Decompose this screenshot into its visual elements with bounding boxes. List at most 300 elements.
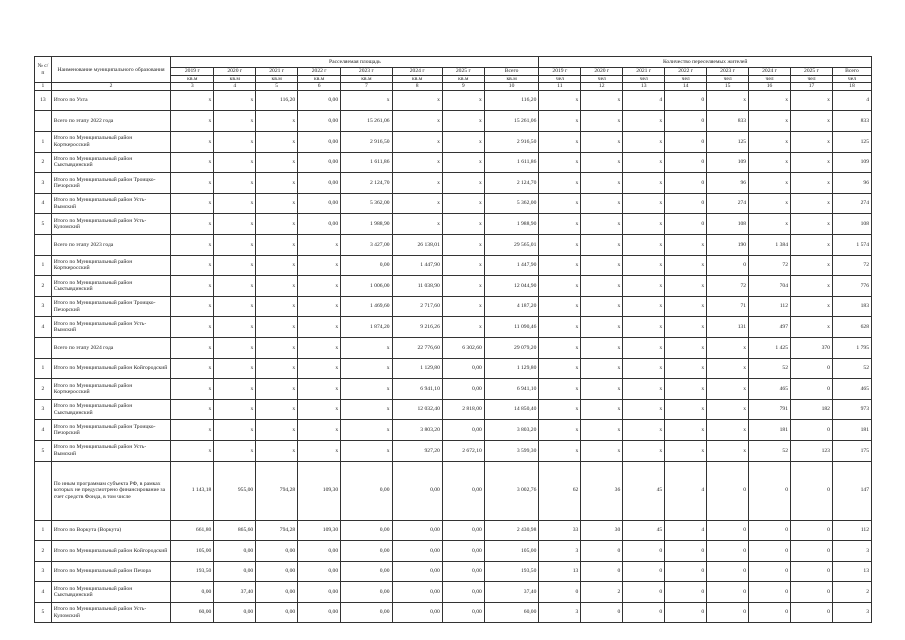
area-cell: 0,00	[442, 520, 484, 541]
header-column-number: 5	[256, 83, 298, 90]
people-cell: x	[791, 193, 833, 214]
area-cell: 0,00	[392, 461, 442, 520]
people-cell: 0	[665, 214, 707, 235]
area-cell: x	[256, 132, 298, 153]
area-cell: 0,00	[341, 602, 392, 623]
header-people-year: Всего	[832, 68, 871, 76]
header-column-number: 16	[749, 83, 791, 90]
area-cell: x	[256, 337, 298, 358]
area-cell: x	[442, 152, 484, 173]
people-cell: x	[791, 90, 833, 111]
table-body	[35, 90, 872, 623]
area-cell: 1 143,18	[171, 461, 214, 520]
header-column-number: 14	[665, 83, 707, 90]
row-number: 1	[35, 520, 52, 541]
area-cell: 1 988,90	[484, 214, 539, 235]
header-column-number: 4	[214, 83, 256, 90]
header-area-year: 2023 г	[341, 68, 392, 76]
table-row	[35, 440, 872, 461]
area-cell: 1 611,86	[341, 152, 392, 173]
people-cell: 0	[581, 561, 623, 582]
table-row	[35, 132, 872, 153]
people-cell: 3	[539, 602, 581, 623]
people-cell: x	[623, 420, 665, 441]
area-cell: x	[341, 90, 392, 111]
people-cell: x	[623, 193, 665, 214]
people-cell: x	[791, 255, 833, 276]
row-name: Всего по этапу 2023 года	[51, 234, 171, 255]
people-cell: 0	[665, 173, 707, 194]
area-cell: 2 124,70	[341, 173, 392, 194]
people-cell: 4	[623, 90, 665, 111]
area-cell: 2 717,60	[392, 296, 442, 317]
people-cell: x	[791, 214, 833, 235]
area-cell: x	[171, 111, 214, 132]
area-cell: 105,00	[171, 541, 214, 562]
area-cell: x	[442, 90, 484, 111]
area-cell: 193,50	[171, 561, 214, 582]
row-number	[35, 234, 52, 255]
row-number: 13	[35, 90, 52, 111]
people-cell: 0	[623, 582, 665, 603]
area-cell: 193,50	[484, 561, 539, 582]
row-name: Итого по Муниципальный район Усть-Вымский	[51, 440, 171, 461]
area-cell: x	[341, 379, 392, 400]
header-column-number: 10	[484, 83, 539, 90]
people-cell: 4	[665, 461, 707, 520]
area-cell: x	[214, 193, 256, 214]
area-cell: 0,00	[341, 461, 392, 520]
area-cell: 1 447,90	[392, 255, 442, 276]
header-name: Наименование муниципального образования	[51, 57, 171, 83]
table-row	[35, 296, 872, 317]
area-cell: x	[214, 358, 256, 379]
area-cell: 0,00	[341, 541, 392, 562]
area-cell: 0,00	[298, 173, 341, 194]
people-cell: x	[539, 90, 581, 111]
people-cell: 0	[791, 420, 833, 441]
people-cell: 3	[539, 541, 581, 562]
area-cell: 4 187,20	[484, 296, 539, 317]
table-row	[35, 561, 872, 582]
header-people-unit: чел	[749, 76, 791, 83]
row-number: 4	[35, 582, 52, 603]
header-people-group: Количество переселяемых жителей	[539, 57, 872, 68]
people-cell: 109	[707, 152, 749, 173]
people-cell: 33	[539, 520, 581, 541]
row-number: 4	[35, 193, 52, 214]
people-cell: 123	[791, 440, 833, 461]
people-cell: x	[665, 379, 707, 400]
people-cell: x	[623, 234, 665, 255]
row-name: Итого по Ухта	[51, 90, 171, 111]
area-cell: 0,00	[298, 602, 341, 623]
people-cell: 0	[539, 582, 581, 603]
area-cell: x	[171, 317, 214, 338]
area-cell: x	[442, 296, 484, 317]
area-cell: x	[171, 440, 214, 461]
people-cell: 112	[832, 520, 871, 541]
people-cell: x	[665, 317, 707, 338]
people-cell: x	[707, 420, 749, 441]
people-cell: 1 574	[832, 234, 871, 255]
row-name: Итого по Воркута (Воркута)	[51, 520, 171, 541]
area-cell: x	[442, 193, 484, 214]
area-cell: x	[171, 152, 214, 173]
header-people-unit: чел	[623, 76, 665, 83]
people-cell: 36	[581, 461, 623, 520]
area-cell: x	[256, 399, 298, 420]
area-cell: 0,00	[298, 561, 341, 582]
people-cell: 45	[623, 461, 665, 520]
area-cell: x	[341, 337, 392, 358]
people-cell: 108	[707, 214, 749, 235]
people-cell: 0	[749, 602, 791, 623]
area-cell: x	[298, 420, 341, 441]
header-people-year: 2021 г	[623, 68, 665, 76]
people-cell: x	[623, 214, 665, 235]
area-cell: 0,00	[442, 582, 484, 603]
row-number: 5	[35, 440, 52, 461]
people-cell: x	[539, 296, 581, 317]
area-cell: x	[171, 90, 214, 111]
people-cell: x	[623, 255, 665, 276]
people-cell: 833	[707, 111, 749, 132]
area-cell: x	[392, 193, 442, 214]
people-cell: 0	[749, 541, 791, 562]
area-cell: 1 129,80	[484, 358, 539, 379]
area-cell: x	[214, 214, 256, 235]
people-cell: 190	[707, 234, 749, 255]
row-number: 1	[35, 132, 52, 153]
area-cell: x	[171, 276, 214, 297]
area-cell: 0,00	[171, 582, 214, 603]
area-cell: 1 874,20	[341, 317, 392, 338]
people-cell: 0	[707, 541, 749, 562]
area-cell: x	[442, 111, 484, 132]
area-cell: 1 988,90	[341, 214, 392, 235]
area-cell: 0,00	[392, 561, 442, 582]
row-number: 3	[35, 296, 52, 317]
people-cell: 72	[832, 255, 871, 276]
area-cell: 661,80	[171, 520, 214, 541]
people-cell: x	[791, 276, 833, 297]
people-cell: x	[539, 440, 581, 461]
area-cell: x	[214, 234, 256, 255]
area-cell: 1 447,90	[484, 255, 539, 276]
area-cell: 0,00	[214, 541, 256, 562]
header-people-year: 2024 г	[749, 68, 791, 76]
header-people-year: 2022 г	[665, 68, 707, 76]
people-cell: 0	[665, 132, 707, 153]
header-people-unit: чел	[791, 76, 833, 83]
people-cell: x	[623, 379, 665, 400]
area-cell: x	[214, 420, 256, 441]
row-name: Итого по Муниципальный район Корткеросский	[51, 132, 171, 153]
area-cell: 2 124,70	[484, 173, 539, 194]
area-cell: 0,00	[256, 582, 298, 603]
people-cell: 628	[832, 317, 871, 338]
people-cell: x	[749, 193, 791, 214]
header-area-unit: кв.м	[484, 76, 539, 83]
header-area-unit: кв.м	[214, 76, 256, 83]
area-cell: x	[171, 214, 214, 235]
area-cell: 0,00	[442, 461, 484, 520]
people-cell: x	[665, 420, 707, 441]
people-cell: x	[581, 111, 623, 132]
people-cell: x	[539, 255, 581, 276]
people-cell: 3	[832, 602, 871, 623]
area-cell: 109,30	[298, 520, 341, 541]
people-cell: 0	[707, 602, 749, 623]
people-cell: x	[539, 152, 581, 173]
people-cell: 0	[749, 461, 791, 520]
area-cell: x	[171, 193, 214, 214]
table-row	[35, 520, 872, 541]
table-row	[35, 276, 872, 297]
people-cell: 0	[665, 561, 707, 582]
area-cell: x	[214, 173, 256, 194]
people-cell: x	[665, 399, 707, 420]
header-area-unit: кв.м	[256, 76, 298, 83]
area-cell: 1 129,80	[392, 358, 442, 379]
people-cell: 182	[791, 399, 833, 420]
area-cell: x	[214, 296, 256, 317]
area-cell: 0,00	[298, 582, 341, 603]
people-cell: 52	[749, 440, 791, 461]
area-cell: 2 818,00	[442, 399, 484, 420]
header-area-year: 2024 г	[392, 68, 442, 76]
people-cell: x	[623, 132, 665, 153]
area-cell: 0,00	[341, 255, 392, 276]
area-cell: x	[298, 358, 341, 379]
area-cell: x	[442, 132, 484, 153]
people-cell: 274	[832, 193, 871, 214]
resettlement-table	[34, 56, 872, 623]
people-cell: 0	[665, 582, 707, 603]
row-number: 5	[35, 214, 52, 235]
area-cell: x	[392, 90, 442, 111]
people-cell: x	[749, 90, 791, 111]
row-name: Итого по Муниципальный район Сыктывдинский	[51, 582, 171, 603]
area-cell: x	[171, 337, 214, 358]
area-cell: 0,00	[298, 541, 341, 562]
people-cell: 1 384	[749, 234, 791, 255]
people-cell: 175	[832, 440, 871, 461]
table-row	[35, 337, 872, 358]
area-cell: 1 469,60	[341, 296, 392, 317]
people-cell: x	[791, 132, 833, 153]
people-cell: x	[539, 358, 581, 379]
area-cell: x	[256, 379, 298, 400]
people-cell: 973	[832, 399, 871, 420]
area-cell: 3 002,76	[484, 461, 539, 520]
header-area-unit: кв.м	[298, 76, 341, 83]
area-cell: 2 430,98	[484, 520, 539, 541]
people-cell: x	[581, 296, 623, 317]
area-cell: x	[298, 276, 341, 297]
area-cell: x	[256, 193, 298, 214]
people-cell: x	[623, 173, 665, 194]
people-cell: x	[581, 193, 623, 214]
area-cell: x	[171, 255, 214, 276]
row-number	[35, 461, 52, 520]
row-number	[35, 111, 52, 132]
people-cell: x	[581, 152, 623, 173]
people-cell: 0	[707, 461, 749, 520]
people-cell: x	[707, 440, 749, 461]
header-column-number: 9	[442, 83, 484, 90]
people-cell: 0	[665, 541, 707, 562]
area-cell: 0,00	[442, 379, 484, 400]
area-cell: x	[392, 173, 442, 194]
people-cell: x	[581, 440, 623, 461]
row-name: Итого по Муниципальный район Печора	[51, 561, 171, 582]
header-area-year: 2025 г	[442, 68, 484, 76]
people-cell: 13	[539, 561, 581, 582]
people-cell: x	[539, 379, 581, 400]
area-cell: 2 916,50	[484, 132, 539, 153]
area-cell: 0,00	[341, 561, 392, 582]
row-name: Итого по Муниципальный район Усть-Куломский	[51, 214, 171, 235]
table-row	[35, 111, 872, 132]
people-cell: 62	[539, 461, 581, 520]
area-cell: 37,40	[214, 582, 256, 603]
people-cell: x	[539, 234, 581, 255]
area-cell: 12 032,40	[392, 399, 442, 420]
people-cell: x	[623, 399, 665, 420]
people-cell: x	[581, 132, 623, 153]
area-cell: x	[256, 234, 298, 255]
people-cell: 0	[791, 541, 833, 562]
people-cell: x	[581, 173, 623, 194]
header-people-unit: чел	[665, 76, 707, 83]
area-cell: 0,00	[214, 561, 256, 582]
people-cell: x	[665, 234, 707, 255]
header-people-year: 2019 г	[539, 68, 581, 76]
area-cell: 3 427,00	[341, 234, 392, 255]
header-people-unit: чел	[539, 76, 581, 83]
area-cell: x	[171, 379, 214, 400]
area-cell: 1 611,86	[484, 152, 539, 173]
people-cell: 0	[707, 561, 749, 582]
header-people-year: 2025 г	[791, 68, 833, 76]
area-cell: 3 803,20	[484, 420, 539, 441]
area-cell: 0,00	[256, 602, 298, 623]
area-cell: x	[256, 152, 298, 173]
people-cell: x	[665, 440, 707, 461]
area-cell: x	[341, 440, 392, 461]
table-row	[35, 379, 872, 400]
people-cell: x	[539, 111, 581, 132]
area-cell: x	[341, 399, 392, 420]
row-name: По иным программам субъекта РФ, в рамках которых не предусмотрено финансирование за счет средств Фонда, в том числе	[51, 461, 171, 520]
people-cell: 125	[832, 132, 871, 153]
area-cell: x	[392, 132, 442, 153]
header-area-year: Всего	[484, 68, 539, 76]
people-cell: x	[707, 90, 749, 111]
people-cell: 181	[832, 420, 871, 441]
people-cell: 71	[707, 296, 749, 317]
people-cell: x	[623, 111, 665, 132]
people-cell: x	[581, 234, 623, 255]
people-cell: x	[665, 255, 707, 276]
area-cell: 11 090,46	[484, 317, 539, 338]
people-cell: 497	[749, 317, 791, 338]
people-cell: 0	[623, 602, 665, 623]
area-cell: 1 006,00	[341, 276, 392, 297]
header-column-number: 3	[171, 83, 214, 90]
header-area-unit: кв.м	[442, 76, 484, 83]
area-cell: 0,00	[298, 193, 341, 214]
people-cell: 465	[832, 379, 871, 400]
people-cell: 13	[832, 561, 871, 582]
header-area-unit: кв.м	[171, 76, 214, 83]
area-cell: x	[298, 399, 341, 420]
area-cell: x	[298, 337, 341, 358]
row-number: 3	[35, 173, 52, 194]
area-cell: x	[171, 358, 214, 379]
area-cell: 0,00	[392, 520, 442, 541]
people-cell: x	[539, 317, 581, 338]
table-row	[35, 461, 872, 520]
area-cell: x	[442, 173, 484, 194]
row-number: 2	[35, 276, 52, 297]
area-cell: x	[392, 214, 442, 235]
area-cell: x	[256, 317, 298, 338]
area-cell: 0,00	[298, 111, 341, 132]
people-cell: x	[749, 214, 791, 235]
row-name: Итого по Муниципальный район Сыктывдинский	[51, 399, 171, 420]
area-cell: 60,00	[171, 602, 214, 623]
area-cell: 794,28	[256, 520, 298, 541]
area-cell: x	[171, 132, 214, 153]
people-cell: x	[539, 173, 581, 194]
row-number: 2	[35, 541, 52, 562]
row-name: Итого по Муниципальный район Усть-Куломский	[51, 602, 171, 623]
header-people-unit: чел	[832, 76, 871, 83]
area-cell: x	[171, 399, 214, 420]
area-cell: 0,00	[298, 152, 341, 173]
area-cell: 116,20	[484, 90, 539, 111]
area-cell: x	[256, 173, 298, 194]
area-cell: 0,00	[256, 561, 298, 582]
header-column-number: 6	[298, 83, 341, 90]
people-cell: x	[539, 337, 581, 358]
area-cell: x	[392, 111, 442, 132]
area-cell: 2 672,10	[442, 440, 484, 461]
table-row	[35, 255, 872, 276]
people-cell: x	[581, 90, 623, 111]
area-cell: 0,00	[392, 541, 442, 562]
table-row	[35, 90, 872, 111]
header-column-number: 2	[51, 83, 171, 90]
people-cell: 112	[749, 296, 791, 317]
people-cell: 131	[707, 317, 749, 338]
people-cell: 96	[707, 173, 749, 194]
area-cell: 15 261,06	[341, 111, 392, 132]
people-cell: 108	[832, 214, 871, 235]
people-cell: 0	[791, 358, 833, 379]
area-cell: 865,60	[214, 520, 256, 541]
people-cell: 30	[581, 520, 623, 541]
people-cell: 2	[581, 582, 623, 603]
area-cell: 0,00	[341, 520, 392, 541]
header-area-year: 2020 г	[214, 68, 256, 76]
row-number	[35, 337, 52, 358]
area-cell: 5 362,00	[341, 193, 392, 214]
area-cell: 0,00	[298, 90, 341, 111]
